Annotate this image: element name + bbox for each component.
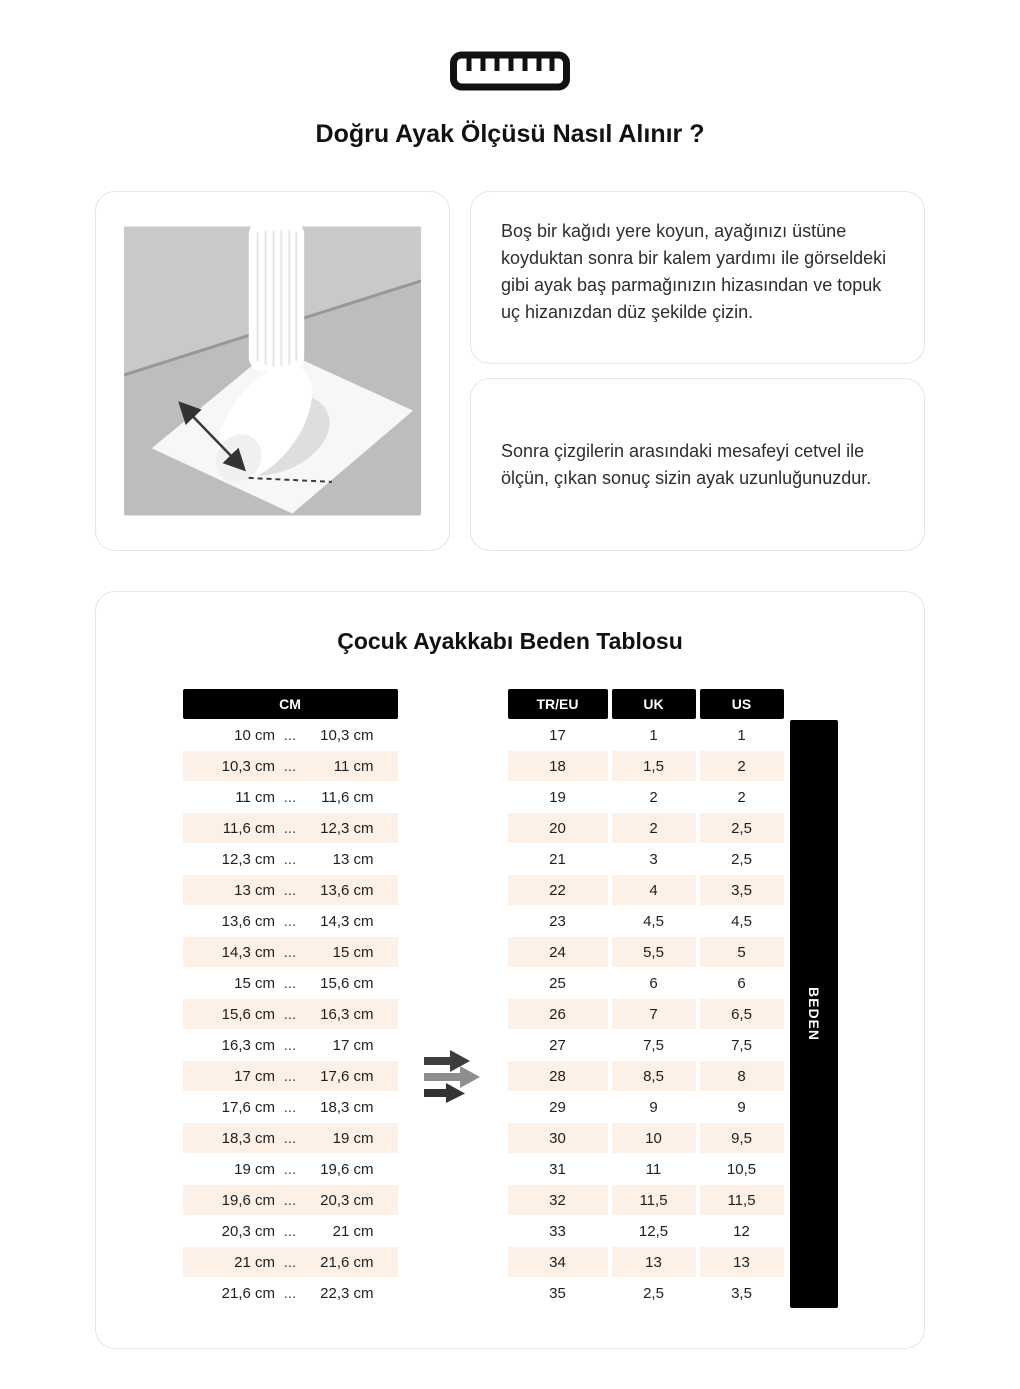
cm-row xyxy=(183,720,398,750)
size-cell: 1,5 xyxy=(612,751,696,781)
cm-range-separator: ... xyxy=(283,912,297,930)
cm-row xyxy=(183,1092,398,1122)
size-cell: 10 xyxy=(612,1123,696,1153)
cm-min-value: 14,3 cm xyxy=(221,943,275,961)
size-cell: 12 xyxy=(700,1216,784,1246)
cm-table xyxy=(183,689,398,1308)
cm-range-separator: ... xyxy=(283,1067,297,1085)
cm-min-value: 19 cm xyxy=(234,1160,275,1178)
instruction-text-1: Boş bir kağıdı yere koyun, ayağınızı üstüne koyduktan sonra bir kalem yardımı ile görseldeki gibi ayak baş parmağınızın hizasından ve topuk uç hizanızdan düz şekilde çizin. xyxy=(501,221,887,322)
cm-max-value: 13 cm xyxy=(332,850,374,868)
instruction-card-2 xyxy=(470,378,925,551)
cm-range-separator: ... xyxy=(283,1222,297,1240)
size-cell: 8,5 xyxy=(612,1061,696,1091)
size-column-label: BEDEN xyxy=(805,986,822,1042)
size-cell: 18 xyxy=(508,751,608,781)
size-cell: 9 xyxy=(612,1092,696,1122)
size-cell: 2 xyxy=(612,782,696,812)
cm-max-value: 10,3 cm xyxy=(320,726,374,744)
size-cell: 13 xyxy=(612,1247,696,1277)
cm-min-value: 13 cm xyxy=(234,881,275,899)
size-cell: 5 xyxy=(700,937,784,967)
size-cell: 34 xyxy=(508,1247,608,1277)
cm-range-separator: ... xyxy=(283,881,297,899)
cm-range-separator: ... xyxy=(283,1253,297,1271)
cm-min-value: 16,3 cm xyxy=(221,1036,275,1054)
cm-min-value: 20,3 cm xyxy=(221,1222,275,1240)
cm-max-value: 15 cm xyxy=(332,943,374,961)
size-cell: 17 xyxy=(508,720,608,750)
size-cell: 9 xyxy=(700,1092,784,1122)
size-cell: 12,5 xyxy=(612,1216,696,1246)
size-cell: 19 xyxy=(508,782,608,812)
cm-row xyxy=(183,968,398,998)
size-table-header: TR/EU xyxy=(508,689,608,719)
size-cell: 33 xyxy=(508,1216,608,1246)
size-cell: 32 xyxy=(508,1185,608,1215)
double-arrow-right-icon xyxy=(422,1047,484,1110)
cm-row xyxy=(183,999,398,1029)
size-cell: 24 xyxy=(508,937,608,967)
size-cell: 11,5 xyxy=(700,1185,784,1215)
cm-min-value: 13,6 cm xyxy=(221,912,275,930)
size-cell: 7,5 xyxy=(612,1030,696,1060)
size-cell: 35 xyxy=(508,1278,608,1308)
size-cell: 4,5 xyxy=(700,906,784,936)
cm-max-value: 13,6 cm xyxy=(320,881,374,899)
cm-max-value: 18,3 cm xyxy=(320,1098,374,1116)
cm-max-value: 17 cm xyxy=(332,1036,374,1054)
instruction-card-1 xyxy=(470,191,925,364)
cm-row xyxy=(183,1216,398,1246)
cm-min-value: 11 cm xyxy=(235,788,275,806)
size-cell: 22 xyxy=(508,875,608,905)
size-cell: 21 xyxy=(508,844,608,874)
size-cell: 3,5 xyxy=(700,1278,784,1308)
cm-min-value: 15 cm xyxy=(234,974,275,992)
cm-min-value: 15,6 cm xyxy=(221,1005,275,1023)
cm-row xyxy=(183,1278,398,1308)
ruler-icon xyxy=(0,48,1020,94)
cm-row xyxy=(183,1123,398,1153)
cm-table-rows xyxy=(183,720,398,1308)
size-cell: 7,5 xyxy=(700,1030,784,1060)
cm-range-separator: ... xyxy=(283,850,297,868)
size-cell: 20 xyxy=(508,813,608,843)
size-cell: 30 xyxy=(508,1123,608,1153)
cm-row xyxy=(183,1030,398,1060)
size-cell: 23 xyxy=(508,906,608,936)
cm-max-value: 19 cm xyxy=(332,1129,374,1147)
instruction-text-2: Sonra çizgilerin arasındaki mesafeyi cetvel ile ölçün, çıkan sonuç sizin ayak uzunluğunuzdur. xyxy=(501,440,872,488)
cm-max-value: 17,6 cm xyxy=(320,1067,374,1085)
size-table-grid xyxy=(508,689,784,1308)
cm-row xyxy=(183,1061,398,1091)
cm-max-value: 15,6 cm xyxy=(320,974,374,992)
cm-range-separator: ... xyxy=(283,974,297,992)
cm-max-value: 20,3 cm xyxy=(320,1191,374,1209)
cm-range-separator: ... xyxy=(283,943,297,961)
cm-range-separator: ... xyxy=(283,726,297,744)
size-chart-card xyxy=(95,591,925,1349)
cm-row xyxy=(183,751,398,781)
page-title: Doğru Ayak Ölçüsü Nasıl Alınır ? xyxy=(315,120,705,148)
size-cell: 29 xyxy=(508,1092,608,1122)
cm-max-value: 11,6 cm xyxy=(321,788,374,806)
cm-row xyxy=(183,813,398,843)
instructions-section xyxy=(95,191,925,551)
cm-table-header: CM xyxy=(183,689,398,719)
size-cell: 28 xyxy=(508,1061,608,1091)
cm-min-value: 19,6 cm xyxy=(221,1191,275,1209)
cm-range-separator: ... xyxy=(283,757,297,775)
size-chart-title: Çocuk Ayakkabı Beden Tablosu xyxy=(337,628,683,654)
size-cell: 2,5 xyxy=(612,1278,696,1308)
cm-min-value: 10,3 cm xyxy=(221,757,275,775)
size-cell: 5,5 xyxy=(612,937,696,967)
size-chart-tables xyxy=(96,689,924,1308)
cm-max-value: 16,3 cm xyxy=(320,1005,374,1023)
cm-range-separator: ... xyxy=(283,1005,297,1023)
size-cell: 27 xyxy=(508,1030,608,1060)
size-cell: 2,5 xyxy=(700,844,784,874)
size-cell: 13 xyxy=(700,1247,784,1277)
cm-max-value: 22,3 cm xyxy=(320,1284,374,1302)
size-cell: 8 xyxy=(700,1061,784,1091)
instruction-cards xyxy=(470,191,925,551)
cm-row xyxy=(183,937,398,967)
size-cell: 11,5 xyxy=(612,1185,696,1215)
cm-row xyxy=(183,782,398,812)
foot-measurement-photo xyxy=(124,225,421,517)
cm-row xyxy=(183,1154,398,1184)
size-cell: 10,5 xyxy=(700,1154,784,1184)
cm-max-value: 21,6 cm xyxy=(320,1253,374,1271)
cm-row xyxy=(183,1247,398,1277)
cm-min-value: 10 cm xyxy=(234,726,275,744)
size-cell: 9,5 xyxy=(700,1123,784,1153)
size-cell: 2 xyxy=(700,782,784,812)
cm-min-value: 11,6 cm xyxy=(222,819,275,837)
size-cell: 4,5 xyxy=(612,906,696,936)
size-cell: 6 xyxy=(612,968,696,998)
size-cell: 7 xyxy=(612,999,696,1029)
cm-max-value: 11 cm xyxy=(333,757,374,775)
size-cell: 11 xyxy=(612,1154,696,1184)
size-cell: 2,5 xyxy=(700,813,784,843)
cm-range-separator: ... xyxy=(283,1036,297,1054)
size-cell: 2 xyxy=(612,813,696,843)
cm-min-value: 12,3 cm xyxy=(221,850,275,868)
cm-row xyxy=(183,906,398,936)
cm-range-separator: ... xyxy=(283,1129,297,1147)
size-cell: 1 xyxy=(700,720,784,750)
cm-min-value: 18,3 cm xyxy=(221,1129,275,1147)
size-cell: 26 xyxy=(508,999,608,1029)
cm-range-separator: ... xyxy=(283,1098,297,1116)
cm-min-value: 17 cm xyxy=(234,1067,275,1085)
size-cell: 31 xyxy=(508,1154,608,1184)
cm-range-separator: ... xyxy=(283,788,297,806)
size-cell: 6 xyxy=(700,968,784,998)
cm-min-value: 21 cm xyxy=(234,1253,275,1271)
size-table-header: US xyxy=(700,689,784,719)
cm-max-value: 19,6 cm xyxy=(320,1160,374,1178)
cm-min-value: 21,6 cm xyxy=(221,1284,275,1302)
size-cell: 25 xyxy=(508,968,608,998)
size-cell: 3,5 xyxy=(700,875,784,905)
size-table-wrap xyxy=(508,689,838,1308)
size-table-header: UK xyxy=(612,689,696,719)
size-cell: 3 xyxy=(612,844,696,874)
cm-min-value: 17,6 cm xyxy=(221,1098,275,1116)
size-cell: 1 xyxy=(612,720,696,750)
size-cell: 6,5 xyxy=(700,999,784,1029)
size-cell: 2 xyxy=(700,751,784,781)
size-column-label-bar xyxy=(790,720,838,1308)
cm-range-separator: ... xyxy=(283,1160,297,1178)
cm-row xyxy=(183,844,398,874)
cm-row xyxy=(183,875,398,905)
cm-range-separator: ... xyxy=(283,1191,297,1209)
foot-measurement-photo-card xyxy=(95,191,450,551)
size-cell: 4 xyxy=(612,875,696,905)
cm-max-value: 21 cm xyxy=(332,1222,374,1240)
cm-max-value: 12,3 cm xyxy=(320,819,374,837)
cm-range-separator: ... xyxy=(283,819,297,837)
cm-range-separator: ... xyxy=(283,1284,297,1302)
cm-row xyxy=(183,1185,398,1215)
cm-max-value: 14,3 cm xyxy=(320,912,374,930)
